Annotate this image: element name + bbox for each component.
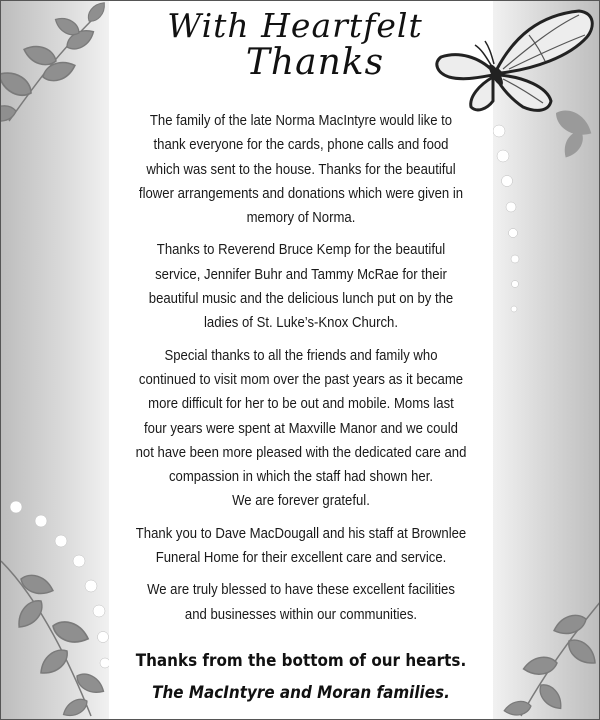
paragraph-service-thanks: Thanks to Reverend Bruce Kemp for the beautiful service, Jennifer Buhr and Tammy McRae for their beautiful music and the delicious lunch put on by the ladies of St. Luke’s-Knox Church.: [148, 242, 454, 332]
heading: [1, 7, 599, 81]
signature-line: The MacIntyre and Moran families.: [152, 683, 450, 702]
leaf-branch-bottom-right-icon: [503, 601, 600, 717]
dot-trail-right: [493, 125, 519, 312]
paragraph-funeral-home: Thank you to Dave MacDougall and his staff at Brownlee Funeral Home for their excellent care and service.: [135, 525, 467, 567]
paragraph-family-thanks: The family of the late Norma MacIntyre would like to thank everyone for the cards, phone calls and food which was sent to the house. Thanks for the beautiful flower arrangements and donations which were given in memory of Norma.: [138, 113, 464, 227]
paragraph-special-thanks: Special thanks to all the friends and family who continued to visit mom over the past years as it became more difficult for her to be out and mobile. Moms last four years were spent at Maxville Manor and we could not have been more pleased with the dedicated care and compassion in which the staff had shown her.: [135, 347, 467, 486]
closing-line: Thanks from the bottom of our hearts.: [135, 651, 467, 670]
heading-line-2: Thanks: [245, 42, 385, 83]
paragraph-grateful: We are forever grateful.: [232, 493, 370, 510]
message-body: [135, 109, 466, 635]
paragraph-community: We are truly blessed to have these excellent facilities and businesses within our communities.: [147, 582, 455, 623]
heading-line-1: With Heartfelt: [167, 6, 423, 45]
